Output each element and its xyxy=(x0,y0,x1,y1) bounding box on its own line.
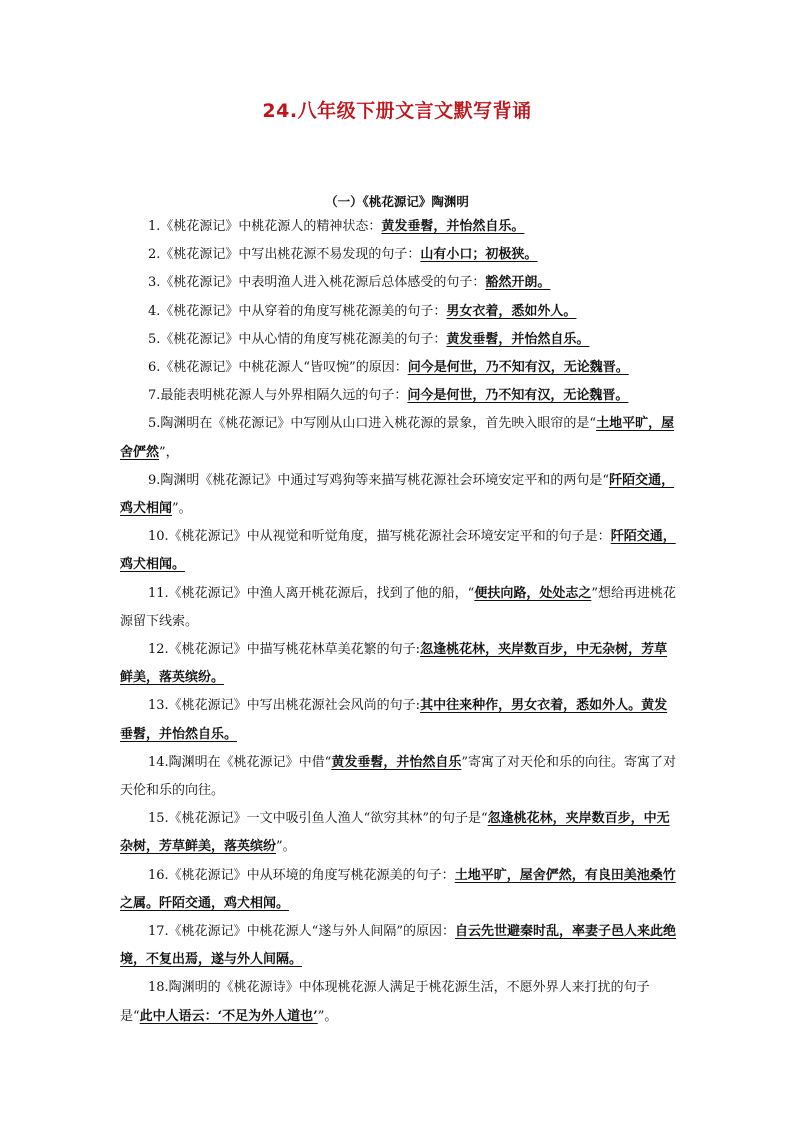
question-item xyxy=(120,241,680,269)
question-item xyxy=(120,918,680,974)
question-item xyxy=(120,298,680,326)
answer-text: 忽逢桃花林，夹岸数百步，中无杂树，芳草鲜美，落英缤纷 xyxy=(120,811,670,855)
question-text: 15.《桃花源记》一文中吸引鱼人渔人“欲穷其林”的句子是“ xyxy=(148,811,488,827)
answer-text: 便扶向路，处处志之 xyxy=(474,585,592,601)
answer-text: 土地平旷，屋舍俨然 xyxy=(120,416,675,460)
answer-text: 其中往来种作，男女衣着，悉如外人。黄发垂髫，并怡然自乐。 xyxy=(120,698,668,742)
question-item xyxy=(120,692,680,748)
question-text: 4.《桃花源记》中从穿着的角度写桃花源美的句子： xyxy=(148,303,447,319)
question-item xyxy=(120,326,680,354)
question-text: 18.陶渊明的《桃花源诗》中体现桃花源人满足于桃花源生活，不愿外界人来打扰的句子是“ xyxy=(120,980,650,1024)
page-title: 24.八年级下册文言文默写背诵 xyxy=(262,100,532,122)
answer-text: 自云先世避秦时乱，率妻子邑人来此绝境，不复出焉，遂与外人间隔。 xyxy=(120,924,676,968)
question-text: 17.《桃花源记》中桃花源人“遂与外人间隔”的原因： xyxy=(148,924,455,940)
question-text: 2.《桃花源记》中写出桃花源不易发现的句子： xyxy=(148,247,421,263)
question-item xyxy=(120,382,680,410)
question-item xyxy=(120,467,680,523)
question-item xyxy=(120,974,680,1030)
question-item xyxy=(120,523,680,579)
answer-text: 黄发垂髫，并怡然自乐。 xyxy=(381,219,525,234)
question-text: 7.最能表明桃花源人与外界相隔久远的句子： xyxy=(148,388,408,404)
trailing-text: ”寄寓了对天伦和乐的向往。寄寓了对天伦和乐的向往。 xyxy=(120,754,676,799)
question-text: 14.陶渊明在《桃花源记》中借“ xyxy=(148,754,332,770)
section-heading: （一）《桃花源记》陶渊明 xyxy=(325,194,469,209)
answer-text: 黄发垂髫，并怡然自乐。 xyxy=(446,331,590,347)
trailing-text: ”想给再进桃花源留下线索。 xyxy=(120,585,676,629)
question-text: 13.《桃花源记》中写出桃花源社会风尚的句子: xyxy=(148,698,421,714)
answer-text: 问今是何世，乃不知有汉，无论魏晋。 xyxy=(407,388,629,404)
question-text: 6.《桃花源记》中桃花源人“皆叹惋”的原因： xyxy=(148,360,408,376)
question-item xyxy=(120,410,680,466)
trailing-text: ”， xyxy=(159,444,179,460)
question-text: 1.《桃花源记》中桃花源人的精神状态： xyxy=(148,219,382,234)
trailing-text: ”。 xyxy=(276,839,296,855)
question-text: 5.《桃花源记》中从心情的角度写桃花源美的句子： xyxy=(148,331,447,347)
answer-text: 问今是何世，乃不知有汉，无论魏晋。 xyxy=(407,360,629,376)
question-item xyxy=(120,749,680,805)
question-text: 16.《桃花源记》中从环境的角度写桃花源美的句子： xyxy=(148,867,455,883)
answer-text: 黄发垂髫，并怡然自乐 xyxy=(331,754,462,770)
answer-text: 男女衣着，悉如外人。 xyxy=(446,303,577,319)
question-item xyxy=(120,805,680,861)
trailing-text: ”。 xyxy=(172,501,192,517)
answer-text: 忽逢桃花林，夹岸数百步，中无杂树，芳草鲜美，落英缤纷。 xyxy=(120,642,668,686)
question-item xyxy=(120,862,680,918)
answer-text: 阡陌交通，鸡犬相闻 xyxy=(120,472,675,517)
question-text: 9.陶渊明《桃花源记》中通过写鸡狗等来描写桃花源社会环境安定平和的两句是“ xyxy=(148,472,610,488)
question-item xyxy=(120,354,680,382)
question-text: 10.《桃花源记》中从视觉和听觉角度，描写桃花源社会环境安定平和的句子是： xyxy=(148,529,611,545)
answer-text: 土地平旷，屋舍俨然，有良田美池桑竹之属。阡陌交通，鸡犬相闻。 xyxy=(120,867,676,911)
question-text: 11.《桃花源记》中渔人离开桃花源后，找到了他的船，“ xyxy=(148,585,475,601)
question-text: 5.陶渊明在《桃花源记》中写刚从山口进入桃花源的景象，首先映入眼帘的是“ xyxy=(148,416,597,432)
answer-text: 此中人语云：‘不足为外人道也’ xyxy=(139,1008,318,1024)
question-list xyxy=(120,213,680,1031)
question-item xyxy=(120,580,680,636)
answer-text: 豁然开朗。 xyxy=(485,275,551,291)
answer-text: 阡陌交通，鸡犬相闻。 xyxy=(120,529,676,573)
question-text: 12.《桃花源记》中描写桃花林草美花繁的句子: xyxy=(148,642,421,658)
question-item xyxy=(120,213,680,241)
answer-text: 山有小口；初极狭。 xyxy=(420,247,538,263)
question-item xyxy=(120,269,680,297)
question-text: 3.《桃花源记》中表明渔人进入桃花源后总体感受的句子： xyxy=(148,275,486,291)
trailing-text: ”。 xyxy=(317,1008,338,1024)
question-item xyxy=(120,636,680,692)
